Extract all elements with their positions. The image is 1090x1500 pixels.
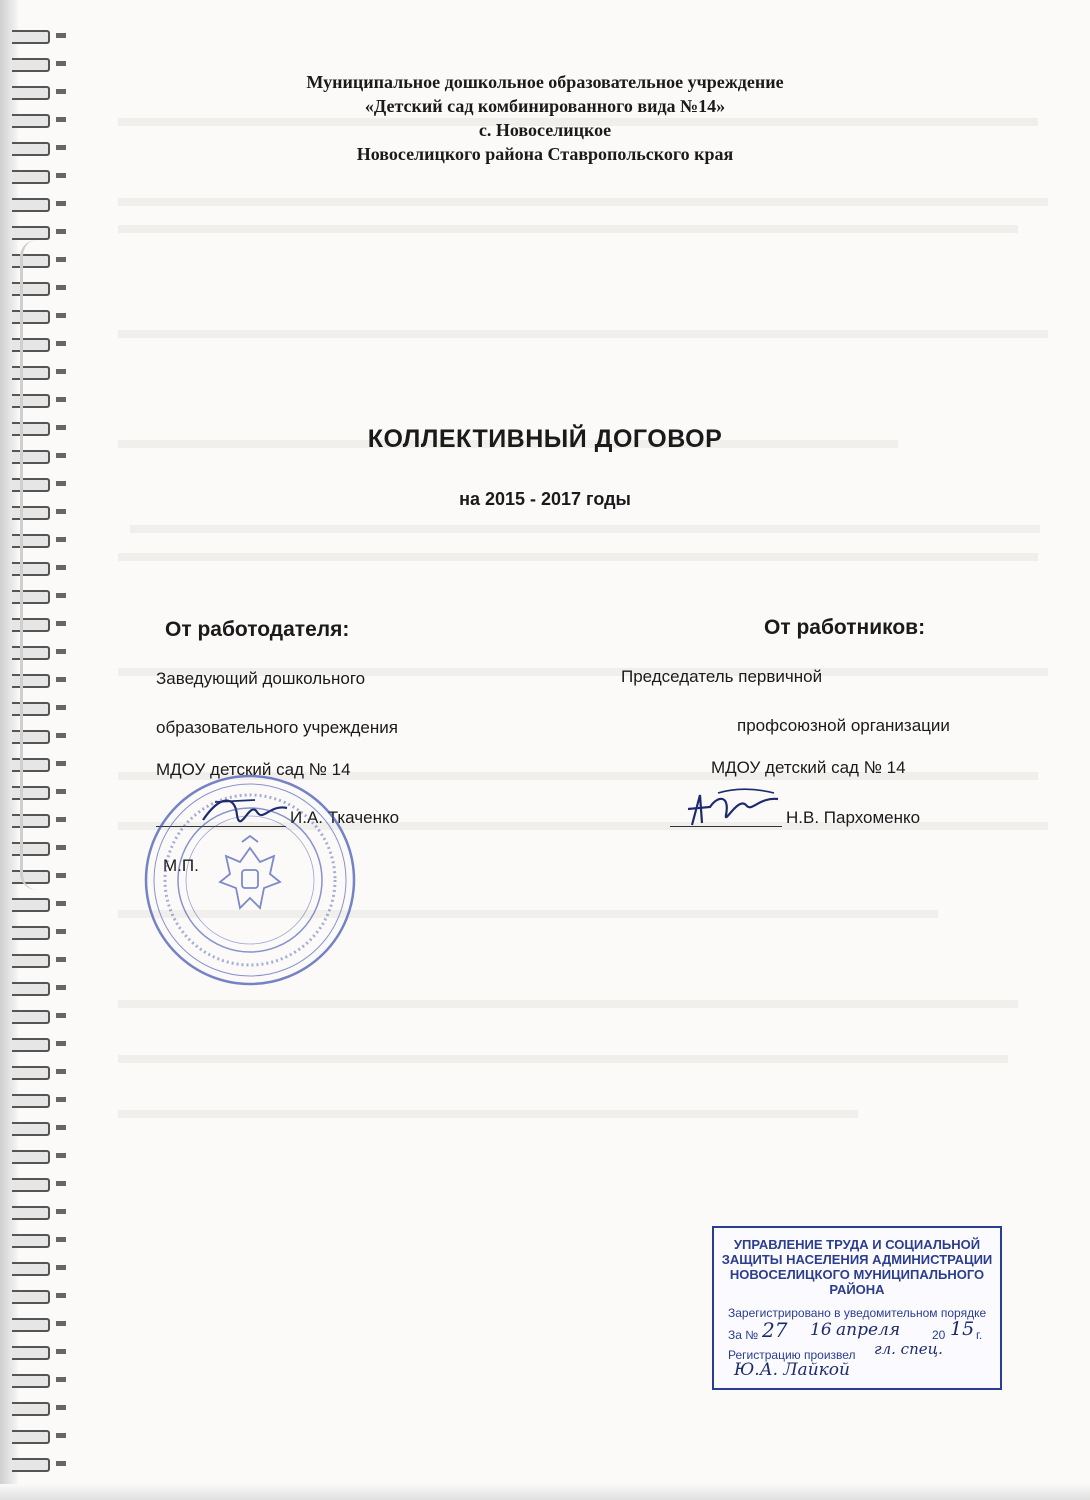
binding-hole xyxy=(56,761,66,766)
binding-ring xyxy=(12,1318,50,1332)
binding-hole xyxy=(56,1209,66,1214)
binding-hole xyxy=(56,285,66,290)
binding-hole xyxy=(56,313,66,318)
binding-ring xyxy=(12,954,50,968)
document-period: на 2015 - 2017 годы xyxy=(459,489,631,509)
employees-heading: От работников: xyxy=(764,616,926,639)
binding-ring xyxy=(12,898,50,912)
binding-hole xyxy=(56,1013,66,1018)
employer-position-line-1: Заведующий дошкольного xyxy=(156,669,366,688)
binding-hole xyxy=(56,61,66,66)
binding-ring xyxy=(12,170,50,184)
binding-hole xyxy=(56,33,66,38)
page-bottom-shadow xyxy=(0,1484,1090,1500)
binding-hole xyxy=(56,397,66,402)
binding-ring xyxy=(12,1262,50,1276)
registration-stamp xyxy=(712,1226,1002,1390)
binding-ring xyxy=(12,1346,50,1360)
registration-agency: УПРАВЛЕНИЕ ТРУДА И СОЦИАЛЬНОЙ ЗАЩИТЫ НАСЕЛЕНИЯ АДМИНИСТРАЦИИ НОВОСЕЛИЦКОГО МУНИЦИПАЛЬНОГО РАЙОНА xyxy=(721,1237,993,1297)
binding-hole xyxy=(56,1293,66,1298)
binding-ring xyxy=(12,1430,50,1444)
binding-hole xyxy=(56,537,66,542)
registration-year-suffix: г. xyxy=(976,1328,983,1342)
binding-hole xyxy=(56,873,66,878)
binding-hole xyxy=(56,201,66,206)
employees-position-line-2: профсоюзной организации xyxy=(737,716,950,735)
registration-notice: Зарегистрировано в уведомительном порядке xyxy=(728,1306,987,1320)
binding-hole xyxy=(56,789,66,794)
binding-hole xyxy=(56,565,66,570)
binding-ring xyxy=(12,1038,50,1052)
binding-hole xyxy=(56,1321,66,1326)
registration-month: апреля xyxy=(836,1320,901,1340)
binding-hole xyxy=(56,845,66,850)
binding-hole xyxy=(56,1349,66,1354)
registration-signature: Ю.А. Лайкой xyxy=(734,1360,850,1380)
registration-year-prefix: 20 xyxy=(932,1328,946,1342)
binding-hole xyxy=(56,257,66,262)
binding-ring xyxy=(12,30,50,44)
binding-hole xyxy=(56,957,66,962)
binding-hole xyxy=(56,1041,66,1046)
binding-cord xyxy=(20,240,53,890)
registration-year: 15 xyxy=(950,1318,975,1340)
stamp-place-mark: М.П. xyxy=(163,856,199,875)
binding-ring xyxy=(12,1402,50,1416)
binding-hole xyxy=(56,817,66,822)
document-title: КОЛЛЕКТИВНЫЙ ДОГОВОР xyxy=(367,425,723,453)
binding-hole xyxy=(56,1069,66,1074)
binding-ring xyxy=(12,1458,50,1472)
registration-day: 16 xyxy=(810,1320,832,1340)
binding-ring xyxy=(12,926,50,940)
employees-position-line-1: Председатель первичной xyxy=(621,667,823,686)
official-stamp xyxy=(140,770,360,990)
binding-ring xyxy=(12,1234,50,1248)
binding-ring xyxy=(12,226,50,240)
employer-name: И.А. Ткаченко xyxy=(290,808,400,827)
employer-heading: От работодателя: xyxy=(165,618,350,641)
employer-position-line-2: образовательного учреждения xyxy=(156,718,398,737)
binding-hole xyxy=(56,901,66,906)
binding-hole xyxy=(56,1265,66,1270)
binding-ring xyxy=(12,1206,50,1220)
header-line-1: Муниципальное дошкольное образовательное учреждение xyxy=(306,72,784,92)
binding-hole xyxy=(56,173,66,178)
binding-hole xyxy=(56,1433,66,1438)
binding-hole xyxy=(56,1153,66,1158)
binding-hole xyxy=(56,929,66,934)
header-line-3: с. Новоселицкое xyxy=(478,120,612,140)
binding-hole xyxy=(56,1237,66,1242)
binding-hole xyxy=(56,733,66,738)
header-line-4: Новоселицкого района Ставропольского края xyxy=(356,144,734,164)
registration-made-label: Регистрацию произвел xyxy=(728,1348,856,1362)
registration-number-row xyxy=(728,1328,758,1342)
binding-hole xyxy=(56,677,66,682)
binding-ring xyxy=(12,982,50,996)
binding-hole xyxy=(56,1125,66,1130)
binding-hole xyxy=(56,621,66,626)
binding-hole xyxy=(56,1377,66,1382)
binding-hole xyxy=(56,1097,66,1102)
binding-ring xyxy=(12,1122,50,1136)
employees-organization: МДОУ детский сад № 14 xyxy=(711,758,906,777)
employer-organization: МДОУ детский сад № 14 xyxy=(156,760,351,779)
binding-ring xyxy=(12,1094,50,1108)
binding-ring xyxy=(12,1290,50,1304)
binding-ring xyxy=(12,1010,50,1024)
binding-hole xyxy=(56,593,66,598)
binding-hole xyxy=(56,1461,66,1466)
header-line-2: «Детский сад комбинированного вида №14» xyxy=(364,96,726,116)
binding-hole xyxy=(56,229,66,234)
binding-ring xyxy=(12,1178,50,1192)
employees-name: Н.В. Пархоменко xyxy=(786,808,921,827)
binding-hole xyxy=(56,705,66,710)
binding-ring xyxy=(12,1150,50,1164)
registration-number-label: За № xyxy=(728,1328,759,1342)
organization-header xyxy=(0,70,1090,166)
binding-hole xyxy=(56,1405,66,1410)
binding-hole xyxy=(56,1181,66,1186)
binding-hole xyxy=(56,481,66,486)
binding-hole xyxy=(56,649,66,654)
binding-ring xyxy=(12,1066,50,1080)
binding-hole xyxy=(56,369,66,374)
binding-hole xyxy=(56,985,66,990)
registration-number: 27 xyxy=(762,1318,788,1342)
binding-ring xyxy=(12,198,50,212)
binding-ring xyxy=(12,1374,50,1388)
binding-hole xyxy=(56,341,66,346)
employees-signature xyxy=(678,785,788,835)
registration-made-position: гл. спец. xyxy=(874,1340,943,1358)
